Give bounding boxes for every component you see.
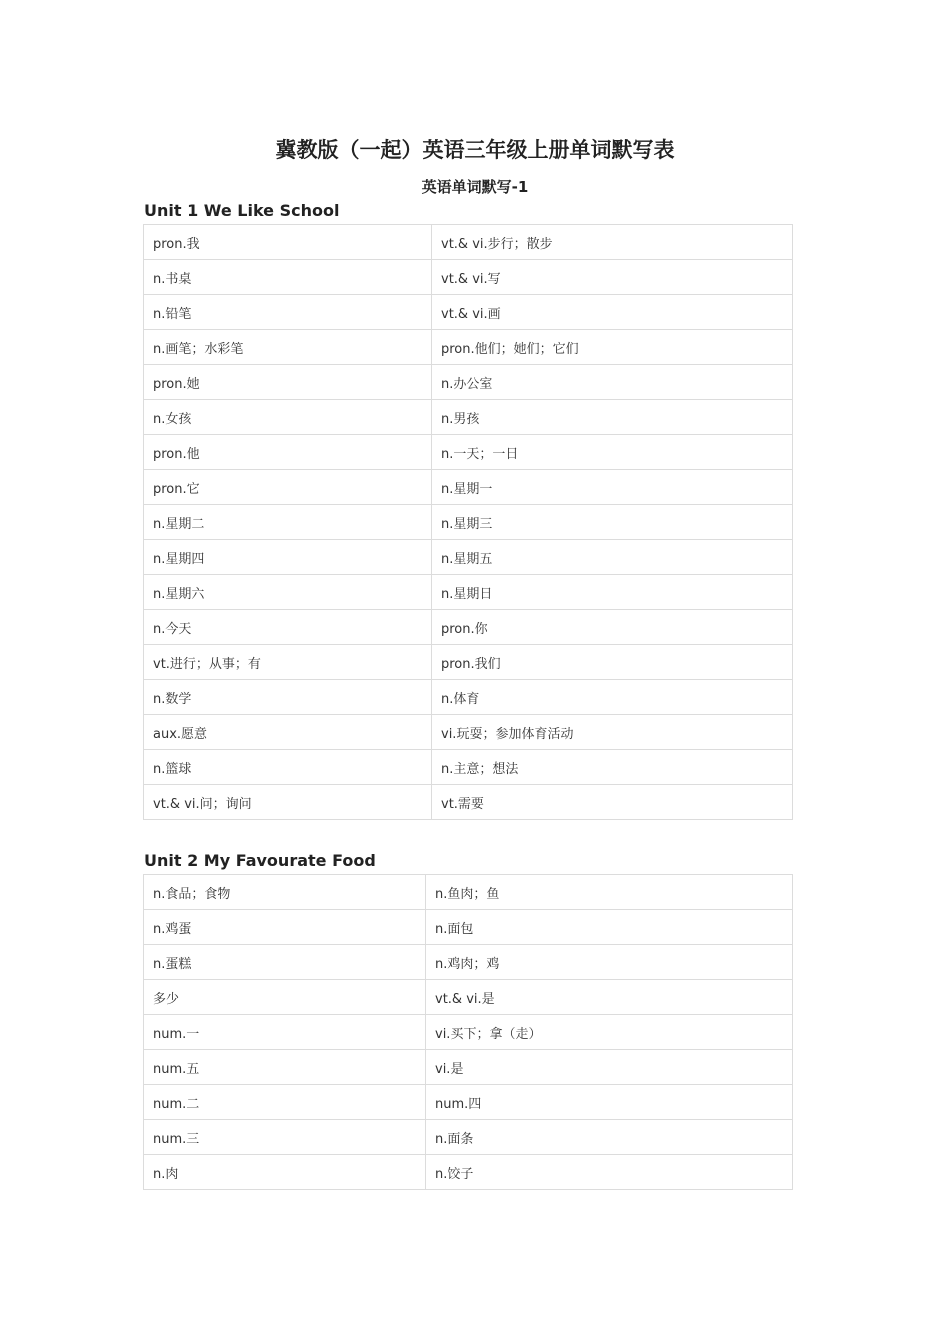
word-cell: n.画笔；水彩笔: [144, 330, 432, 365]
word-cell: n.鸡肉；鸡: [426, 945, 793, 980]
table-row: [144, 435, 793, 470]
word-cell: vi.买下；拿（走）: [426, 1015, 793, 1050]
word-cell: n.星期二: [144, 505, 432, 540]
unit-1-word-table: [143, 224, 793, 820]
unit-2-heading: Unit 2 My Favourate Food: [144, 851, 376, 870]
word-cell: n.星期五: [432, 540, 793, 575]
word-cell: 多少: [144, 980, 426, 1015]
word-cell: n.面条: [426, 1120, 793, 1155]
table-row: [144, 540, 793, 575]
table-row: [144, 1015, 793, 1050]
word-cell: vt.& vi.画: [432, 295, 793, 330]
table-row: [144, 980, 793, 1015]
document-subtitle: 英语单词默写-1: [421, 178, 529, 196]
table-row: [144, 575, 793, 610]
word-cell: n.饺子: [426, 1155, 793, 1190]
word-cell: n.铅笔: [144, 295, 432, 330]
table-row: [144, 645, 793, 680]
word-cell: n.书桌: [144, 260, 432, 295]
table-row: [144, 505, 793, 540]
word-cell: vt.进行；从事；有: [144, 645, 432, 680]
word-cell: n.今天: [144, 610, 432, 645]
table-row: [144, 680, 793, 715]
table-row: [144, 365, 793, 400]
unit-1-heading: Unit 1 We Like School: [144, 201, 340, 220]
word-cell: vt.& vi.问；询问: [144, 785, 432, 820]
word-cell: num.一: [144, 1015, 426, 1050]
word-cell: n.一天；一日: [432, 435, 793, 470]
table-row: [144, 470, 793, 505]
word-cell: pron.它: [144, 470, 432, 505]
word-cell: pron.他们；她们；它们: [432, 330, 793, 365]
document-title: 冀教版（一起）英语三年级上册单词默写表: [275, 138, 675, 162]
word-cell: pron.他: [144, 435, 432, 470]
word-cell: pron.她: [144, 365, 432, 400]
word-cell: vt.需要: [432, 785, 793, 820]
table-row: [144, 260, 793, 295]
table-row: [144, 400, 793, 435]
word-cell: vt.& vi.步行；散步: [432, 225, 793, 260]
word-cell: n.鱼肉；鱼: [426, 875, 793, 910]
word-cell: vi.是: [426, 1050, 793, 1085]
table-row: [144, 1155, 793, 1190]
word-cell: n.主意；想法: [432, 750, 793, 785]
word-cell: n.星期三: [432, 505, 793, 540]
word-cell: n.鸡蛋: [144, 910, 426, 945]
word-cell: n.蛋糕: [144, 945, 426, 980]
word-cell: n.办公室: [432, 365, 793, 400]
word-cell: n.面包: [426, 910, 793, 945]
table-row: [144, 750, 793, 785]
word-cell: pron.我: [144, 225, 432, 260]
table-row: [144, 610, 793, 645]
word-cell: n.食品；食物: [144, 875, 426, 910]
word-cell: aux.愿意: [144, 715, 432, 750]
table-row: [144, 1085, 793, 1120]
table-row: [144, 875, 793, 910]
word-cell: vi.玩耍；参加体育活动: [432, 715, 793, 750]
word-cell: n.肉: [144, 1155, 426, 1190]
unit-2-word-table: [143, 874, 793, 1190]
word-cell: n.体育: [432, 680, 793, 715]
word-cell: num.三: [144, 1120, 426, 1155]
word-cell: num.二: [144, 1085, 426, 1120]
word-cell: n.星期六: [144, 575, 432, 610]
word-cell: pron.我们: [432, 645, 793, 680]
word-cell: n.星期日: [432, 575, 793, 610]
word-cell: n.男孩: [432, 400, 793, 435]
table-row: [144, 715, 793, 750]
word-cell: n.篮球: [144, 750, 432, 785]
word-cell: vt.& vi.写: [432, 260, 793, 295]
word-cell: num.四: [426, 1085, 793, 1120]
word-cell: num.五: [144, 1050, 426, 1085]
word-cell: n.星期四: [144, 540, 432, 575]
unit-1-word-rows: [144, 225, 793, 820]
word-cell: n.女孩: [144, 400, 432, 435]
table-row: [144, 225, 793, 260]
unit-2-word-rows: [144, 875, 793, 1190]
table-row: [144, 910, 793, 945]
word-cell: vt.& vi.是: [426, 980, 793, 1015]
word-cell: n.星期一: [432, 470, 793, 505]
table-row: [144, 1050, 793, 1085]
table-row: [144, 330, 793, 365]
word-cell: pron.你: [432, 610, 793, 645]
table-row: [144, 295, 793, 330]
table-row: [144, 945, 793, 980]
table-row: [144, 1120, 793, 1155]
table-row: [144, 785, 793, 820]
word-cell: n.数学: [144, 680, 432, 715]
